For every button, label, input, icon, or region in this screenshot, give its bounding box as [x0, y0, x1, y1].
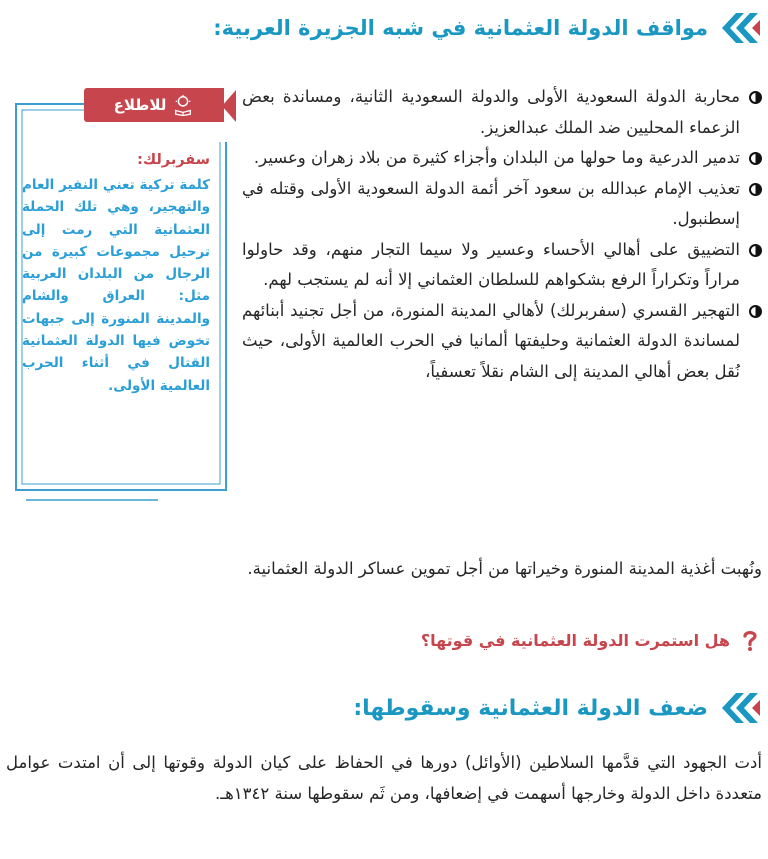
list-item: التهجير القسري (سفربرلك) لأهالي المدينة المنورة، من أجل تجنيد أبنائهم لمساندة الدولة العثمانية وحليفتها ألمانيا في الحرب العالمية الأولى، حيث نُقل بعض أهالي المدينة إلى الشام نقلاً تعسفياً، [242, 296, 762, 388]
sidebar-definition: كلمة تركية تعني النفير العام والتهجير، وهي تلك الحملة العثمانية التي رمت إلى ترحيل مجموعات كبيرة من الرجال من البلدان العربية مثل: العراق والشام والمدينة المنورة إلى جبهات تخوض فيها الدولة العثمانية القتال في أثناء الحرب العالمية الأولى. [22, 177, 210, 394]
section-heading [213, 8, 762, 48]
section-title: مواقف الدولة العثمانية في شبه الجزيرة العربية: [213, 16, 708, 40]
double-chevron-icon [714, 8, 762, 48]
question-mark-icon [738, 628, 762, 652]
list-item: محاربة الدولة السعودية الأولى والدولة السعودية الثانية، ومساندة بعض الزعماء المحليين ضد الملك عبدالعزيز. [242, 82, 762, 143]
info-sidebar [8, 86, 238, 506]
list-item: التضييق على أهالي الأحساء وعسير ولا سيما التجار منهم، وقد حاولوا مراراً وتكراراً الرفع بشكواهم للسلطان العثماني إلا أنه لم يستجب لهم. [242, 235, 762, 296]
bullet-icon [749, 183, 762, 196]
list-item: تدمير الدرعية وما حولها من البلدان وأجزاء كثيرة من بلاد زهران وعسير. [242, 143, 762, 174]
bullet-list [242, 82, 762, 387]
body-paragraph: أدت الجهود التي قدَّمها السلاطين (الأوائل) دورها في الحفاظ على كيان الدولة وقوتها إلى أن امتدت عوامل متعددة داخل الدولة وخارجها أسهمت في إضعافها، ومن ثَم سقوطها سنة ١٣٤٢هـ. [6, 753, 762, 803]
bullet-icon [749, 91, 762, 104]
section-heading [353, 688, 762, 728]
list-item: تعذيب الإمام عبدالله بن سعود آخر أئمة الدولة السعودية الأولى وقتله في إسطنبول. [242, 174, 762, 235]
bullet-icon [749, 152, 762, 165]
section-title: ضعف الدولة العثمانية وسقوطها: [353, 695, 708, 721]
lightbulb-book-icon [172, 94, 194, 116]
question-text: هل استمرت الدولة العثمانية في قوتها؟ [420, 630, 730, 650]
bullet-icon [749, 305, 762, 318]
double-chevron-icon [714, 688, 762, 728]
sidebar-term: سفربرلك: [137, 152, 210, 168]
bullet-icon [749, 244, 762, 257]
sidebar-tag-label: للاطلاع [113, 96, 167, 114]
bullet-continuation: ونُهبت أغذية المدينة المنورة وخيراتها من أجل تموين عساكر الدولة العثمانية. [247, 559, 762, 578]
sidebar-tag [84, 88, 224, 122]
question-heading [421, 628, 762, 652]
